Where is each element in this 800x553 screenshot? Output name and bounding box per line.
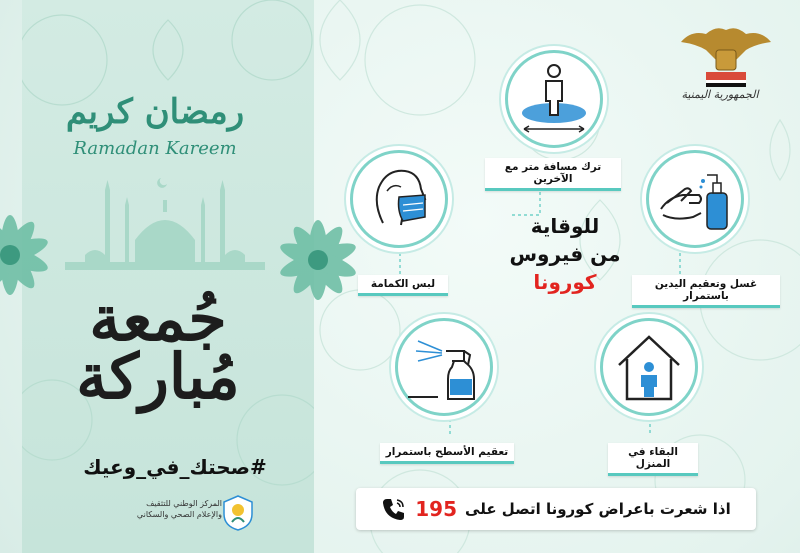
center-title [480, 212, 650, 296]
tip-mask-label: لبس الكمامة [358, 275, 448, 296]
jumaa-line2: مُباركة [76, 340, 240, 413]
tip-distance-label: ترك مسافة متر مع الآخرين [485, 158, 621, 191]
hotline-bar[interactable] [356, 488, 756, 530]
tip-home-label: البقاء في المنزل [608, 443, 698, 476]
tip-spray-label: تعقيم الأسطح باستمرار [380, 443, 514, 464]
mask-icon [353, 153, 445, 245]
health-center-name [82, 498, 222, 520]
tip-home-circle [600, 318, 698, 416]
spray-icon [398, 321, 490, 413]
hashtag: #صحتك_في_وعيك [83, 455, 267, 479]
hotline-text: اذا شعرت باعراض كورونا اتصل على [465, 500, 731, 518]
tip-handwash-circle [646, 150, 744, 248]
center-name-line1: المركز الوطني للتثقيف [146, 499, 222, 508]
stay-home-icon [603, 321, 695, 413]
hand-wash-icon [649, 153, 741, 245]
health-center-logo-icon [222, 494, 254, 532]
tip-handwash-label: غسل وتعقيم اليدين باستمرار [632, 275, 780, 308]
ramadan-kareem-english: Ramadan Kareem [73, 138, 237, 159]
republic-name: الجمهورية اليمنية [681, 88, 759, 101]
center-title-corona: كورونا [533, 270, 597, 294]
left-flower-decoration [0, 205, 50, 305]
tip-distance-circle [505, 50, 603, 148]
phone-icon [381, 496, 407, 522]
center-title-line1: للوقاية [530, 214, 600, 238]
social-distance-icon [508, 53, 600, 145]
hotline-number[interactable]: 195 [415, 497, 458, 521]
center-title-line2: من فيروس [509, 242, 621, 266]
center-name-line2: والإعلام الصحي والسكاني [136, 510, 222, 519]
jumaa-mubaraka-calligraphy [48, 282, 268, 413]
mosque-icon [65, 170, 265, 270]
ramadan-kareem-arabic: رمضان كريم [65, 92, 245, 132]
jumaa-line1: جُمعة [89, 282, 227, 355]
tip-mask-circle [350, 150, 448, 248]
tip-spray-circle [395, 318, 493, 416]
